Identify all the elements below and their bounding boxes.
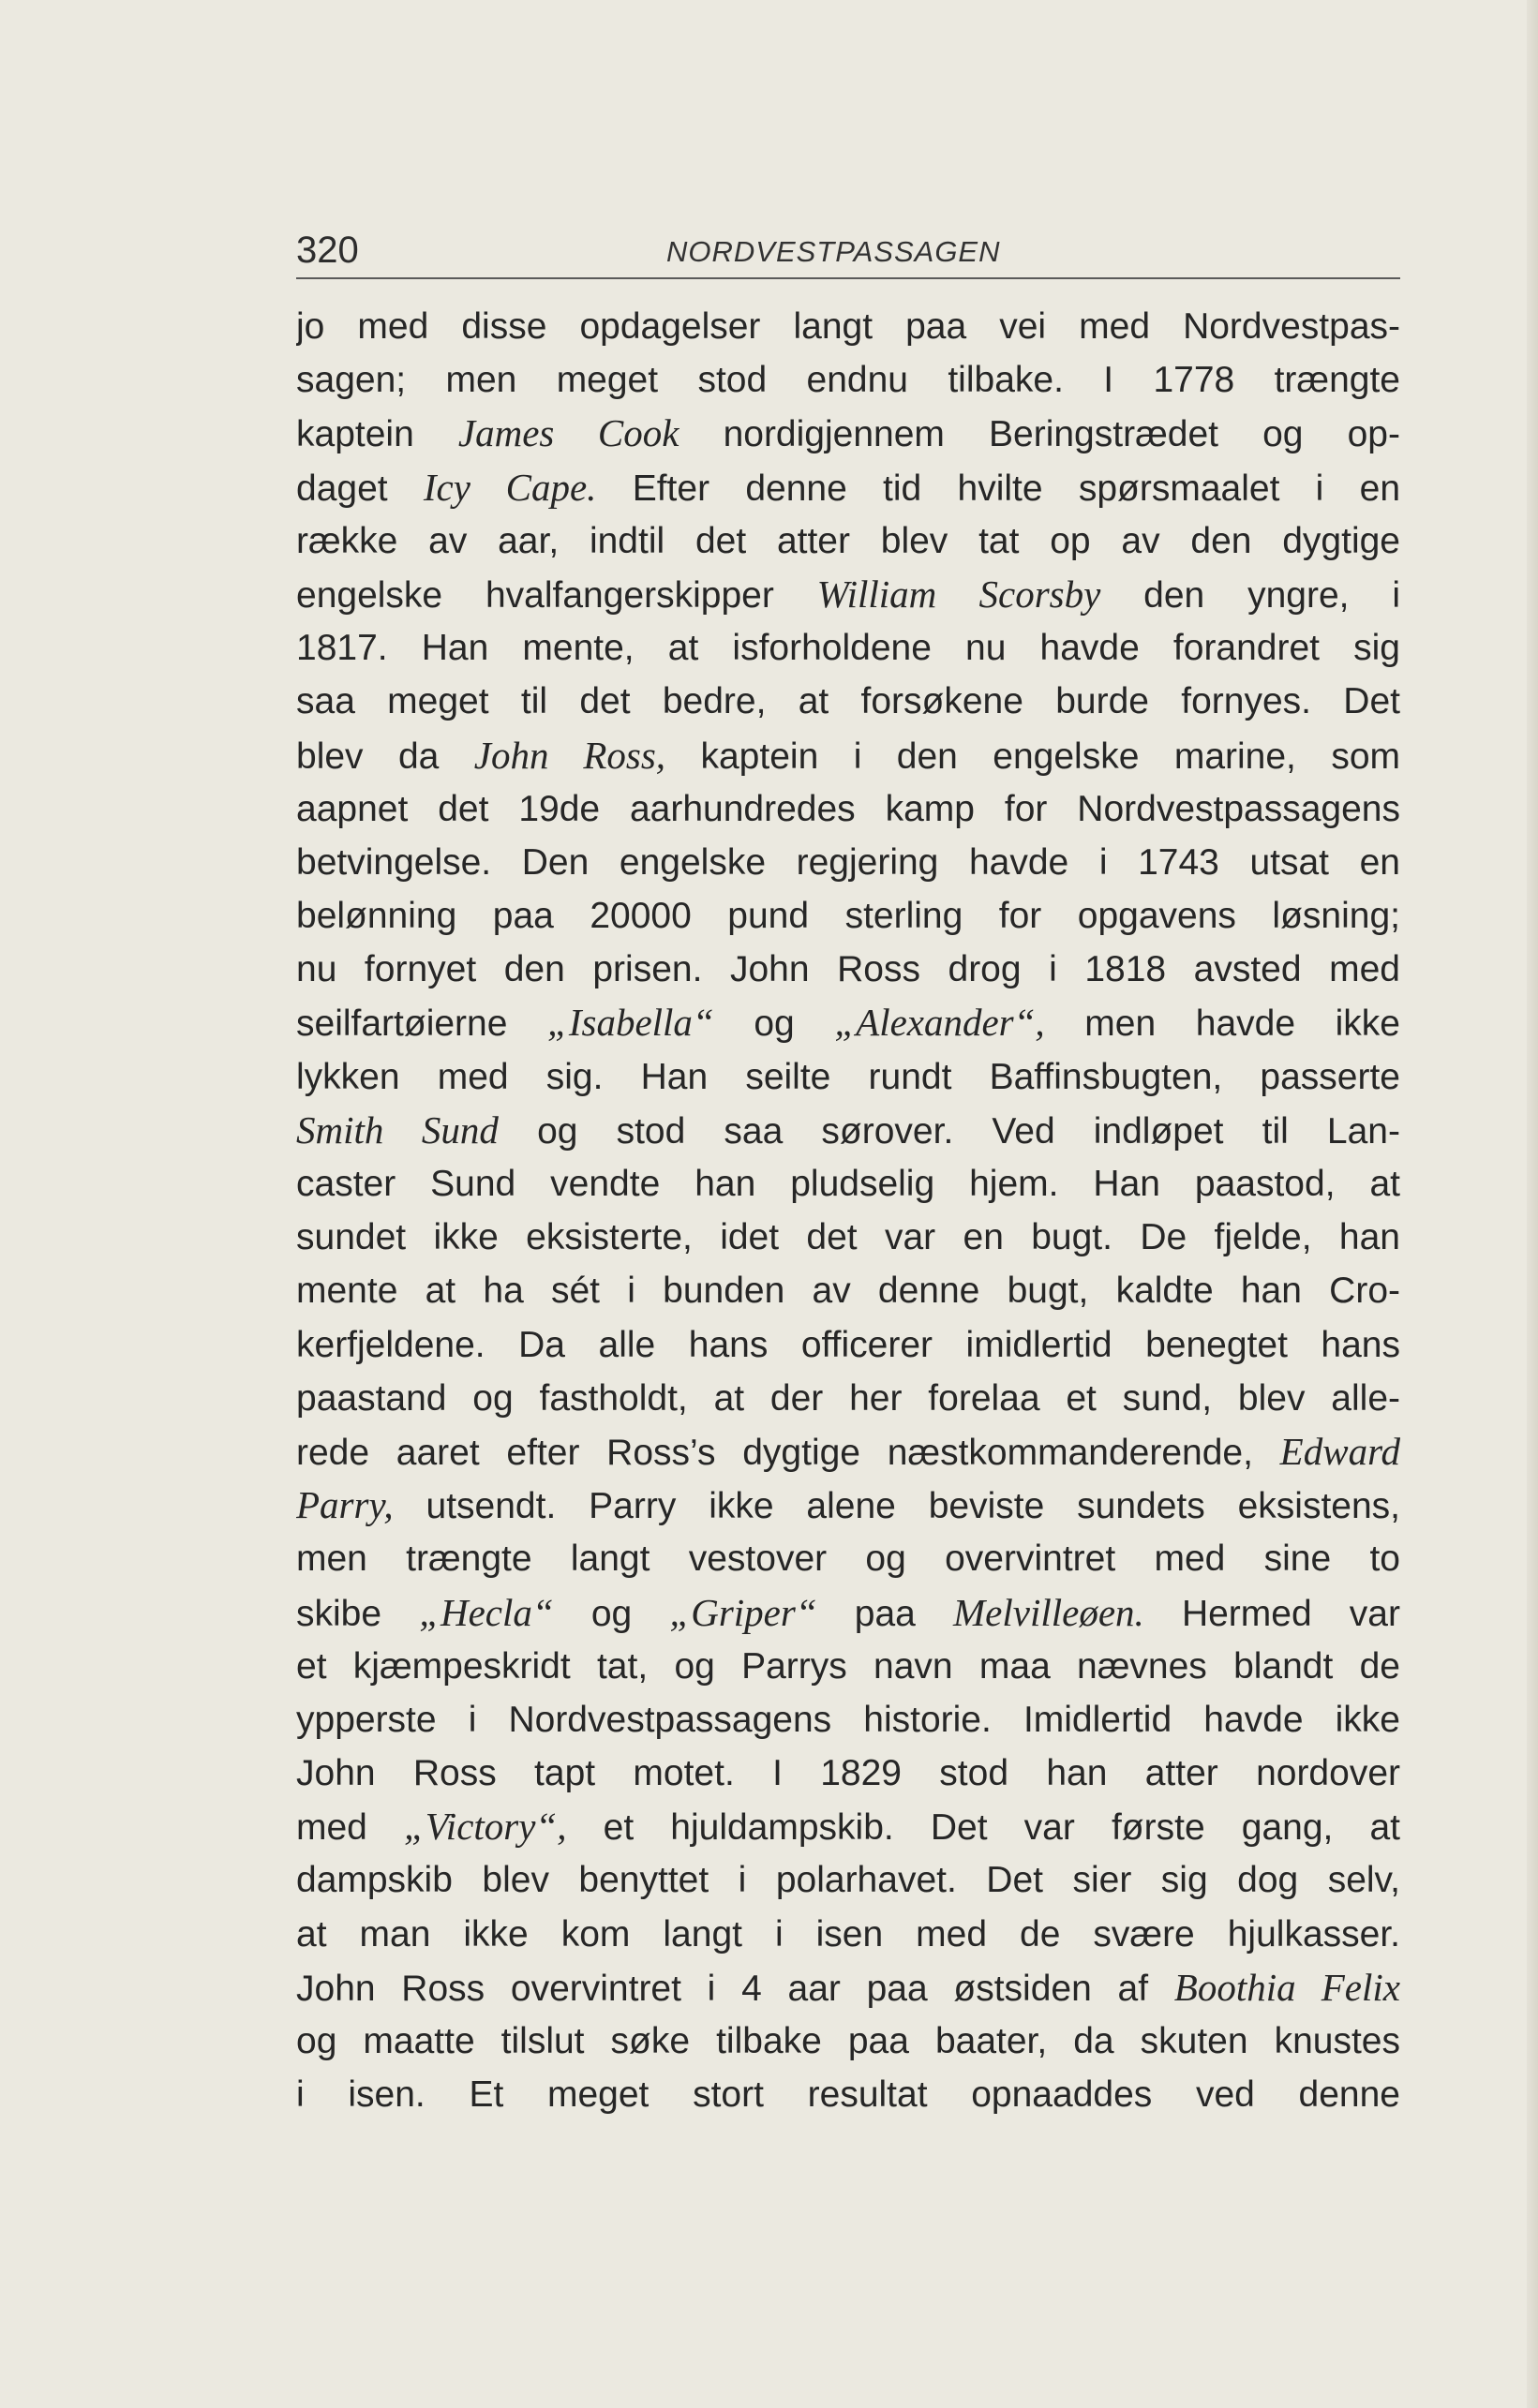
text-segment: mente at ha sét i bunden av denne bugt, kaldte han Cro-: [296, 1271, 1400, 1312]
text-line: [296, 782, 1400, 836]
text-segment: 1817. Han mente, at isforholdene nu havde forandret sig: [296, 628, 1400, 669]
page-header: [296, 223, 1400, 279]
text-segment: daget: [296, 468, 424, 509]
text-line: [296, 1853, 1400, 1907]
text-segment: blev da: [296, 736, 474, 777]
text-line: [296, 943, 1400, 996]
text-segment: utsendt. Parry ikke alene beviste sundets eksistens,: [393, 1486, 1400, 1527]
text-segment: kerfjeldene. Da alle hans officerer imidlertid benegtet hans: [296, 1324, 1400, 1365]
page-number: 320: [296, 230, 359, 271]
italic-text: „Victory“,: [404, 1805, 567, 1849]
text-line: [296, 461, 1400, 514]
text-line: [296, 996, 1400, 1049]
text-segment: sundet ikke eksisterte, idet det var en bugt. De fjelde, han: [296, 1217, 1400, 1258]
text-segment: kaptein i den engelske marine, som: [665, 736, 1400, 777]
text-line: [296, 1693, 1400, 1747]
text-segment: John Ross overvintret i 4 aar paa østsiden af: [296, 1968, 1174, 2009]
italic-text: Smith Sund: [296, 1107, 499, 1152]
text-line: [296, 300, 1400, 353]
text-segment: Hermed var: [1143, 1593, 1400, 1634]
text-segment: saa meget til det bedre, at forsøkene burde fornyes. Det: [296, 681, 1400, 722]
text-line: [296, 1264, 1400, 1317]
text-line: [296, 1747, 1400, 1800]
text-line: [296, 1318, 1400, 1372]
text-segment: et kjæmpeskridt tat, og Parrys navn maa nævnes blandt de: [296, 1645, 1400, 1687]
italic-text: „Hecla“: [419, 1590, 554, 1634]
text-segment: række av aar, indtil det atter blev tat op av den dygtige: [296, 520, 1400, 561]
text-segment: paa: [816, 1593, 954, 1634]
text-line: [296, 1372, 1400, 1425]
text-line: [296, 353, 1400, 407]
text-line: [296, 1532, 1400, 1585]
text-segment: aapnet det 19de aarhundredes kamp for Nordvestpassagens: [296, 788, 1400, 829]
text-segment: caster Sund vendte han pludselig hjem. Han paastod, at: [296, 1164, 1400, 1204]
italic-text: „Alexander“,: [834, 1001, 1045, 1045]
italic-text: Icy Cape.: [423, 465, 597, 509]
text-segment: i isen. Et meget stort resultat opnaaddes ved denne: [296, 2074, 1400, 2116]
text-segment: rede aaret efter Ross’s dygtige næstkommanderende,: [296, 1432, 1280, 1473]
text-segment: men trængte langt vestover og overvintret med sine to: [296, 1538, 1400, 1580]
text-line: [296, 1425, 1400, 1479]
italic-text: James Cook: [457, 411, 679, 455]
italic-text: Boothia Felix: [1173, 1965, 1400, 2009]
text-line: [296, 407, 1400, 460]
text-segment: seilfartøierne: [296, 1003, 548, 1045]
text-segment: den yngre, i: [1100, 574, 1400, 616]
italic-text: „Isabella“: [547, 1001, 714, 1045]
text-line: [296, 1800, 1400, 1853]
text-segment: og: [553, 1593, 670, 1634]
text-line: [296, 1586, 1400, 1640]
text-line: [296, 568, 1400, 621]
text-line: [296, 1104, 1400, 1157]
text-segment: at man ikke kom langt i isen med de svære hjulkasser.: [296, 1913, 1400, 1955]
text-segment: paastand og fastholdt, at der her forelaa et sund, blev alle-: [296, 1377, 1400, 1419]
text-line: [296, 514, 1400, 568]
text-segment: et hjuldampskib. Det var første gang, at: [566, 1807, 1400, 1849]
text-line: [296, 836, 1400, 889]
text-segment: betvingelse. Den engelske regjering havde i 1743 utsat en: [296, 841, 1400, 883]
running-title: NORDVESTPASSAGEN: [666, 235, 1001, 268]
text-segment: engelske hvalfangerskipper: [296, 574, 817, 616]
text-segment: nordigjennem Beringstrædet og op-: [679, 414, 1400, 455]
text-line: [296, 2014, 1400, 2068]
text-segment: sagen; men meget stod endnu tilbake. I 1778 trængte: [296, 360, 1400, 401]
italic-text: Parry,: [296, 1483, 394, 1527]
text-segment: nu fornyet den prisen. John Ross drog i 1818 avsted med: [296, 949, 1400, 990]
text-line: [296, 1479, 1400, 1532]
text-line: [296, 1211, 1400, 1264]
text-segment: men havde ikke: [1044, 1003, 1400, 1045]
italic-text: John Ross,: [473, 733, 666, 777]
text-line: [296, 889, 1400, 943]
text-line: [296, 2068, 1400, 2121]
text-segment: Efter denne tid hvilte spørsmaalet i en: [596, 468, 1400, 509]
text-line: [296, 1961, 1400, 2014]
text-segment: ypperste i Nordvestpassagens historie. Imidlertid havde ikke: [296, 1699, 1400, 1740]
text-segment: og: [713, 1003, 835, 1045]
text-line: [296, 1157, 1400, 1211]
body-text: [296, 300, 1400, 2121]
italic-text: William Scorsby: [816, 572, 1101, 616]
text-line: [296, 1908, 1400, 1961]
text-line: [296, 675, 1400, 728]
text-line: [296, 729, 1400, 782]
text-segment: og maatte tilslut søke tilbake paa baater, da skuten knustes: [296, 2021, 1400, 2061]
text-segment: jo med disse opdagelser langt paa vei med Nordvestpas-: [296, 306, 1400, 347]
text-segment: med: [296, 1807, 404, 1849]
text-segment: lykken med sig. Han seilte rundt Baffinsbugten, passerte: [296, 1056, 1400, 1097]
italic-text: Melvilleøen.: [953, 1590, 1144, 1634]
text-segment: dampskib blev benyttet i polarhavet. Det sier sig dog selv,: [296, 1860, 1400, 1901]
text-segment: belønning paa 20000 pund sterling for opgavens løsning;: [296, 896, 1400, 937]
text-segment: kaptein: [296, 414, 458, 455]
text-segment: John Ross tapt motet. I 1829 stod han atter nordover: [296, 1753, 1400, 1794]
text-segment: og stod saa sørover. Ved indløpet til Lan-: [498, 1110, 1400, 1152]
italic-text: „Griper“: [669, 1590, 817, 1634]
text-line: [296, 1640, 1400, 1693]
text-line: [296, 621, 1400, 675]
page-edge: [1527, 0, 1538, 2408]
italic-text: Edward: [1279, 1429, 1400, 1473]
text-segment: skibe: [296, 1593, 420, 1634]
text-line: [296, 1050, 1400, 1104]
